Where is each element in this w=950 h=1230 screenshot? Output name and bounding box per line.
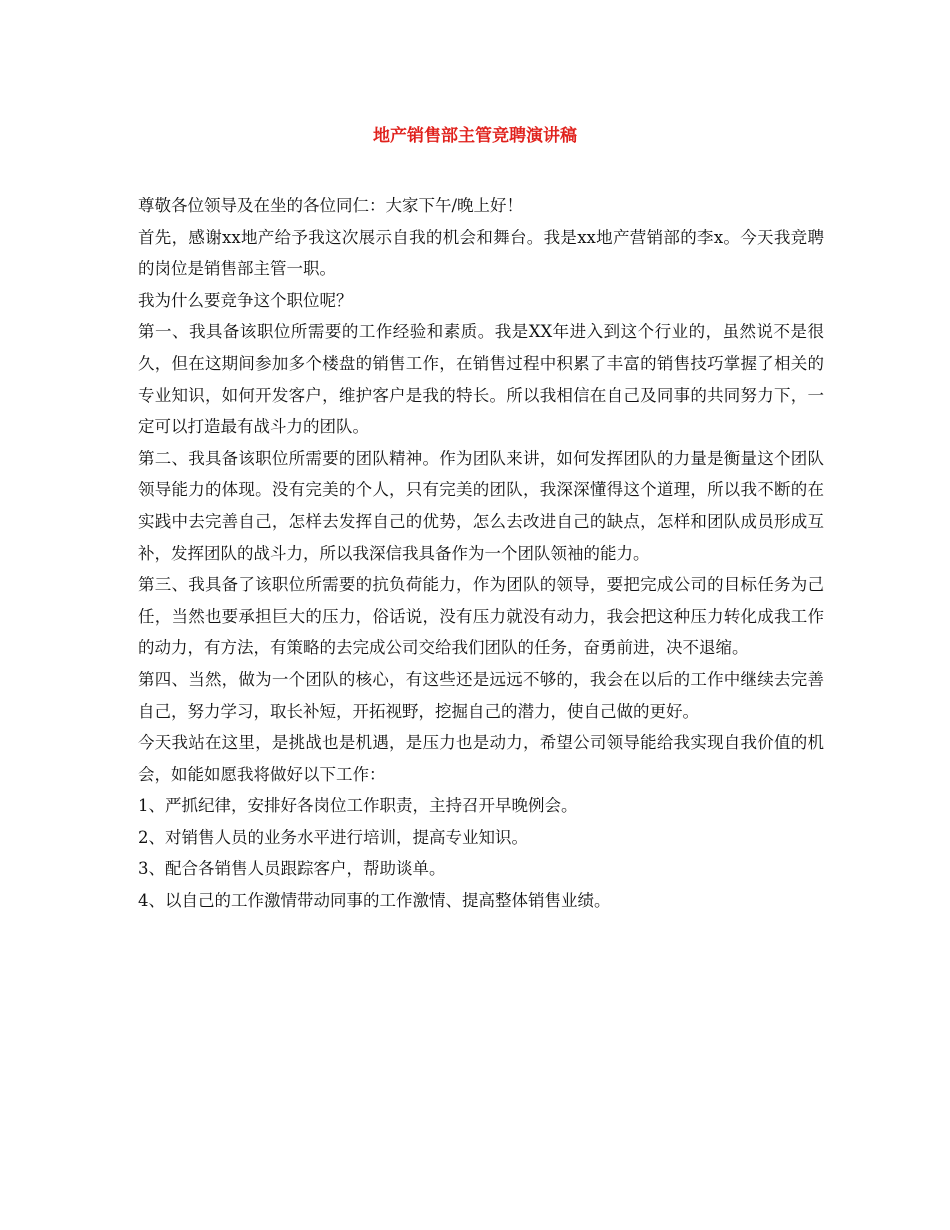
paragraph-greeting: 尊敬各位领导及在坐的各位同仁：大家下午/晚上好！: [138, 196, 524, 215]
list-item-2: 2、对销售人员的业务水平进行培训，提高专业知识。: [138, 827, 528, 847]
list-item-1: 1、严抓纪律，安排好各岗位工作职责，主持召开早晚例会。: [138, 796, 578, 816]
paragraph-question: 我为什么要竞争这个职位呢？: [138, 290, 353, 310]
document-body: [138, 190, 824, 917]
paragraph-intro: 首先，感谢xx地产给予我这次展示自我的机会和舞台。我是xx地产营销部的李x。今天我竞聘的岗位是销售部主管一职。: [138, 227, 824, 279]
paragraph-point-1: 第一、我具备该职位所需要的工作经验和素质。我是XX年进入到这个行业的，虽然说不是很久，但在这期间参加多个楼盘的销售工作，在销售过程中积累了丰富的销售技巧掌握了相关的专业知识，如何开发客户，维护客户是我的特长。所以我相信在自己及同事的共同努力下，一定可以打造最有战斗力的团队。: [138, 322, 824, 437]
paragraph-commitment: 今天我站在这里，是挑战也是机遇，是压力也是动力，希望公司领导能给我实现自我价值的机会，如能如愿我将做好以下工作：: [138, 733, 824, 784]
paragraph-point-3: 第三、我具备了该职位所需要的抗负荷能力，作为团队的领导，要把完成公司的目标任务为己任，当然也要承担巨大的压力，俗话说，没有压力就没有动力，我会把这种压力转化成我工作的动力，有方法，有策略的去完成公司交给我们团队的任务，奋勇前进，决不退缩。: [138, 575, 824, 658]
paragraph-point-4: 第四、当然，做为一个团队的核心，有这些还是远远不够的，我会在以后的工作中继续去完善自己，努力学习，取长补短，开拓视野，挖掘自己的潜力，使自己做的更好。: [138, 669, 824, 721]
paragraph-point-2: 第二、我具备该职位所需要的团队精神。作为团队来讲，如何发挥团队的力量是衡量这个团队领导能力的体现。没有完美的个人，只有完美的团队，我深深懂得这个道理，所以我不断的在实践中去完善自己，怎样去发挥自己的优势，怎么去改进自己的缺点，怎样和团队成员形成互补，发挥团队的战斗力，所以我深信我具备作为一个团队领袖的能力。: [138, 448, 824, 563]
list-item-3: 3、配合各销售人员跟踪客户，帮助谈单。: [138, 859, 446, 879]
document-title: 地产销售部主管竞聘演讲稿: [373, 126, 577, 146]
list-item-4: 4、以自己的工作激情带动同事的工作激情、提高整体销售业绩。: [138, 891, 611, 911]
